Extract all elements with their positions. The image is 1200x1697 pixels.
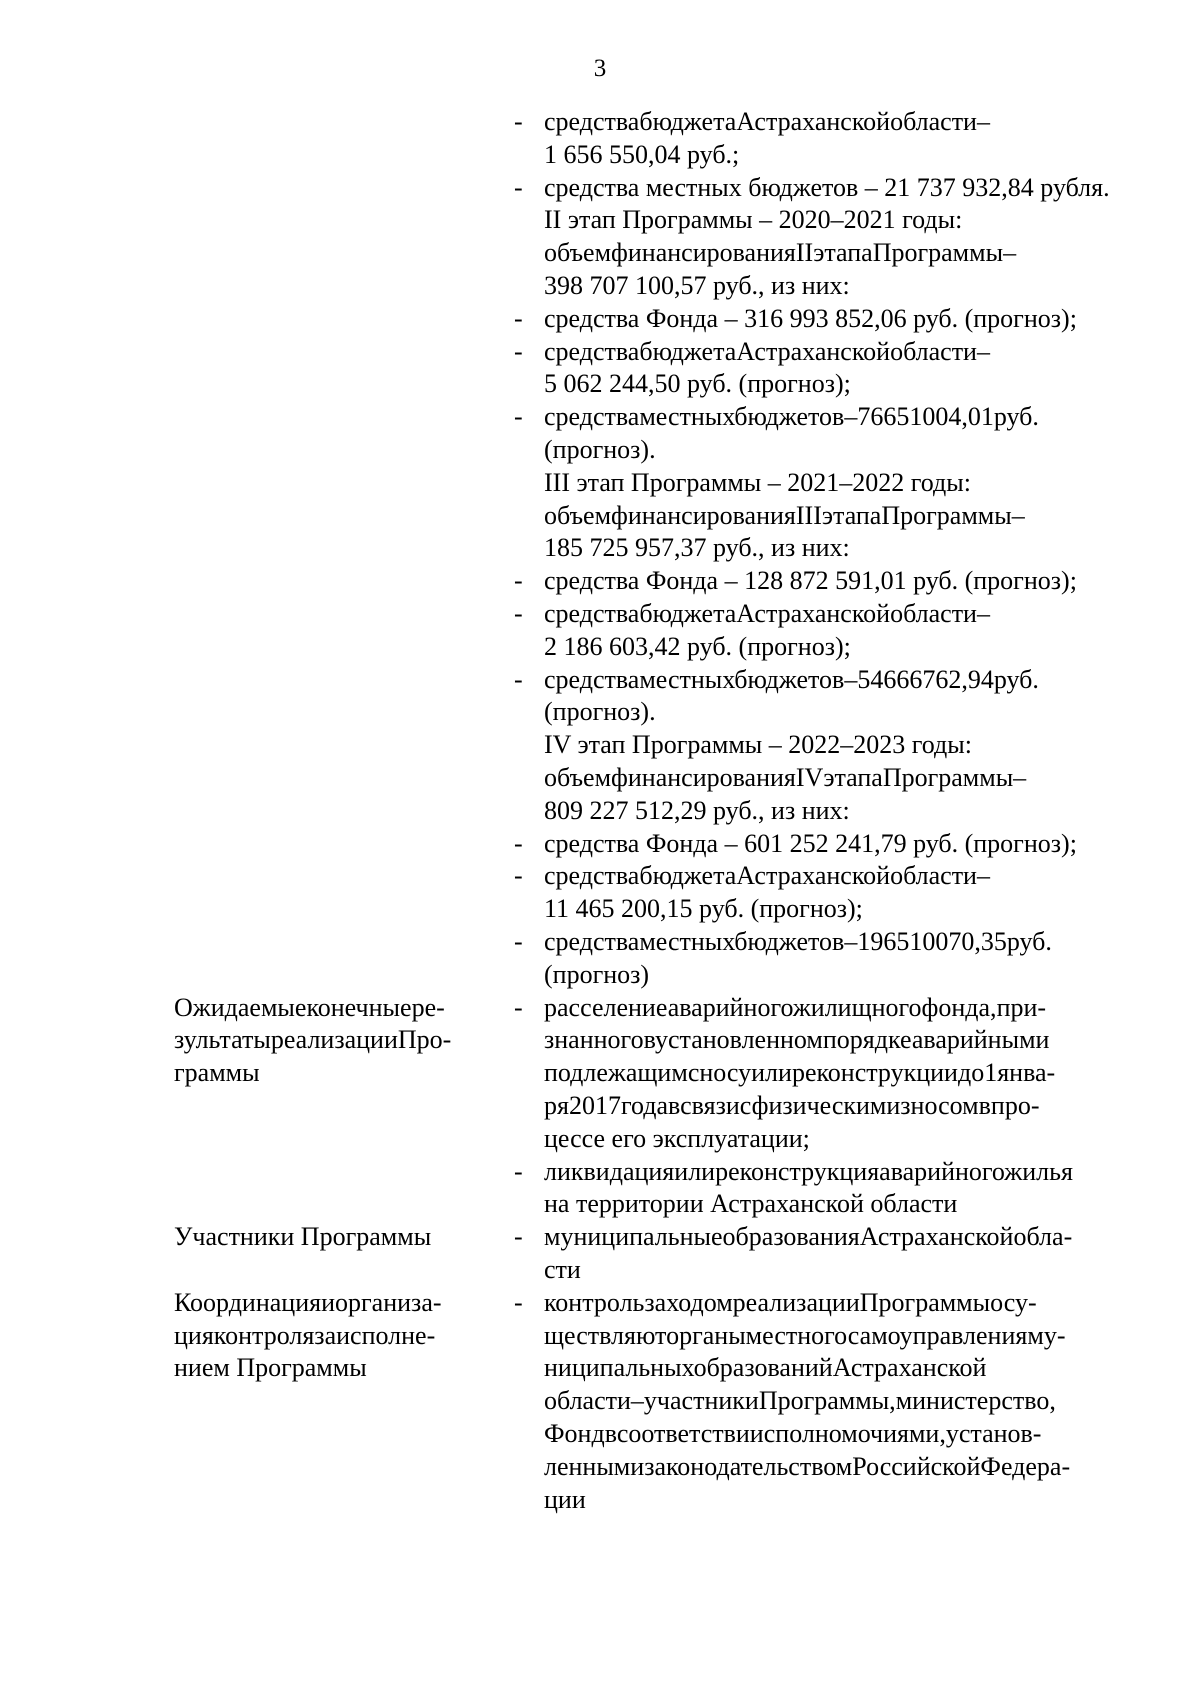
item-text bbox=[544, 401, 1162, 467]
item-text bbox=[544, 106, 1162, 172]
item-text bbox=[544, 237, 1162, 303]
text-line: Ожидаемыеконечныере- bbox=[174, 992, 445, 1022]
text-line: объемфинансированияIIэтапаПрограммы– bbox=[544, 238, 1017, 268]
list-dash: - bbox=[514, 599, 523, 628]
text-line: (прогноз). bbox=[544, 434, 656, 464]
text-line: Фондвсоответствиисполномочиями,установ- bbox=[544, 1418, 1042, 1448]
text-line: (прогноз) bbox=[544, 959, 650, 989]
list-dash: - bbox=[514, 107, 523, 136]
item-text bbox=[544, 565, 1162, 598]
section-label bbox=[174, 1221, 498, 1254]
text-line: средства Фонда – 316 993 852,06 руб. (прогноз); bbox=[544, 303, 1077, 333]
text-line: Участники Программы bbox=[174, 1222, 432, 1252]
item-text bbox=[544, 762, 1162, 828]
item-text bbox=[544, 467, 1162, 500]
item-text bbox=[544, 598, 1162, 664]
text-line: цессе его эксплуатации; bbox=[544, 1123, 810, 1153]
list-dash: - bbox=[514, 664, 523, 694]
text-line: средства Фонда – 128 872 591,01 руб. (прогноз); bbox=[544, 566, 1077, 596]
text-line: 809 227 512,29 руб., из них: bbox=[544, 795, 850, 825]
list-dash: - bbox=[514, 1222, 523, 1252]
item-text bbox=[544, 828, 1162, 861]
item-text bbox=[544, 926, 1162, 992]
section-label bbox=[174, 1287, 498, 1385]
item-text bbox=[544, 336, 1162, 402]
item-text bbox=[544, 1221, 1162, 1287]
text-line: 2 186 603,42 руб. (прогноз); bbox=[544, 631, 851, 661]
text-line: Координацияиорганиза- bbox=[174, 1287, 442, 1317]
text-line: сти bbox=[544, 1254, 581, 1284]
text-line: цияконтролязаисполне- bbox=[174, 1320, 436, 1350]
item-text bbox=[544, 1287, 1162, 1517]
text-line: средствабюджетаАстраханскойобласти– bbox=[544, 861, 990, 891]
text-line: средствабюджетаАстраханскойобласти– bbox=[544, 599, 990, 628]
list-dash: - bbox=[514, 336, 523, 366]
text-line: 398 707 100,57 руб., из них: bbox=[544, 270, 850, 300]
text-line: знанноговустановленномпорядкеаварийными bbox=[544, 1025, 1050, 1055]
text-line: леннымизаконодательствомРоссийскойФедера- bbox=[544, 1451, 1071, 1481]
text-line: средствабюджетаАстраханскойобласти– bbox=[544, 107, 990, 136]
text-line: средстваместныхбюджетов–76651004,01руб. bbox=[544, 402, 1039, 432]
list-dash: - bbox=[514, 828, 523, 858]
text-line: 5 062 244,50 руб. (прогноз); bbox=[544, 369, 851, 399]
item-text bbox=[544, 664, 1162, 730]
text-line: 185 725 957,37 руб., из них: bbox=[544, 533, 850, 563]
text-line: III этап Программы – 2021–2022 годы: bbox=[544, 467, 971, 497]
item-text bbox=[544, 500, 1162, 566]
item-text bbox=[544, 1156, 1162, 1222]
text-line: IV этап Программы – 2022–2023 годы: bbox=[544, 730, 972, 760]
text-line: средства Фонда – 601 252 241,79 руб. (прогноз); bbox=[544, 828, 1077, 858]
text-line: объемфинансированияIIIэтапаПрограммы– bbox=[544, 500, 1025, 530]
text-line: граммы bbox=[174, 1058, 260, 1088]
item-text bbox=[544, 172, 1162, 205]
text-line: средствабюджетаАстраханскойобласти– bbox=[544, 336, 990, 366]
section-label bbox=[174, 992, 498, 1090]
list-dash: - bbox=[514, 927, 523, 956]
list-dash: - bbox=[514, 1287, 523, 1317]
text-line: (прогноз). bbox=[544, 697, 656, 727]
text-line: ниципальныхобразованийАстраханской bbox=[544, 1353, 987, 1383]
item-text bbox=[544, 729, 1162, 762]
item-text bbox=[544, 303, 1162, 336]
text-line: II этап Программы – 2020–2021 годы: bbox=[544, 205, 963, 235]
text-line: ции bbox=[544, 1484, 586, 1514]
list-dash: - bbox=[514, 1156, 523, 1186]
text-line: ществляюторганыместногосамоуправленияму- bbox=[544, 1320, 1066, 1350]
text-line: зультатыреализацииПро- bbox=[174, 1025, 452, 1055]
text-line: средстваместныхбюджетов–54666762,94руб. bbox=[544, 664, 1039, 694]
list-dash: - bbox=[514, 566, 523, 596]
page-number: 3 bbox=[593, 55, 607, 82]
text-line: ря2017годавсвязисфизическимизносомвпро- bbox=[544, 1090, 1040, 1120]
text-line: объемфинансированияIVэтапаПрограммы– bbox=[544, 763, 1027, 792]
text-line: области–участникиПрограммы,министерство, bbox=[544, 1386, 1056, 1416]
text-line: 1 656 550,04 руб.; bbox=[544, 139, 740, 169]
text-line: расселениеаварийногожилищногофонда,при- bbox=[544, 992, 1047, 1022]
item-text bbox=[544, 992, 1162, 1156]
list-dash: - bbox=[514, 861, 523, 891]
text-line: контрользаходомреализацииПрограммыосу- bbox=[544, 1287, 1037, 1317]
list-dash: - bbox=[514, 303, 523, 333]
list-dash: - bbox=[514, 992, 523, 1022]
text-line: ликвидацияилиреконструкцияаварийногожилья bbox=[544, 1156, 1073, 1186]
item-text bbox=[544, 204, 1162, 237]
text-line: 11 465 200,15 руб. (прогноз); bbox=[544, 894, 863, 924]
list-dash: - bbox=[514, 402, 523, 432]
text-line: нием Программы bbox=[174, 1353, 367, 1383]
item-text bbox=[544, 860, 1162, 926]
text-line: средства местных бюджетов – 21 737 932,84 рубля. bbox=[544, 172, 1110, 202]
text-line: на территории Астраханской области bbox=[544, 1189, 958, 1219]
list-dash: - bbox=[514, 172, 523, 202]
text-line: муниципальныеобразованияАстраханскойобла- bbox=[544, 1222, 1073, 1252]
text-line: подлежащимсносуилиреконструкциидо1янва- bbox=[544, 1058, 1056, 1088]
text-line: средстваместныхбюджетов–196510070,35руб. bbox=[544, 927, 1052, 956]
